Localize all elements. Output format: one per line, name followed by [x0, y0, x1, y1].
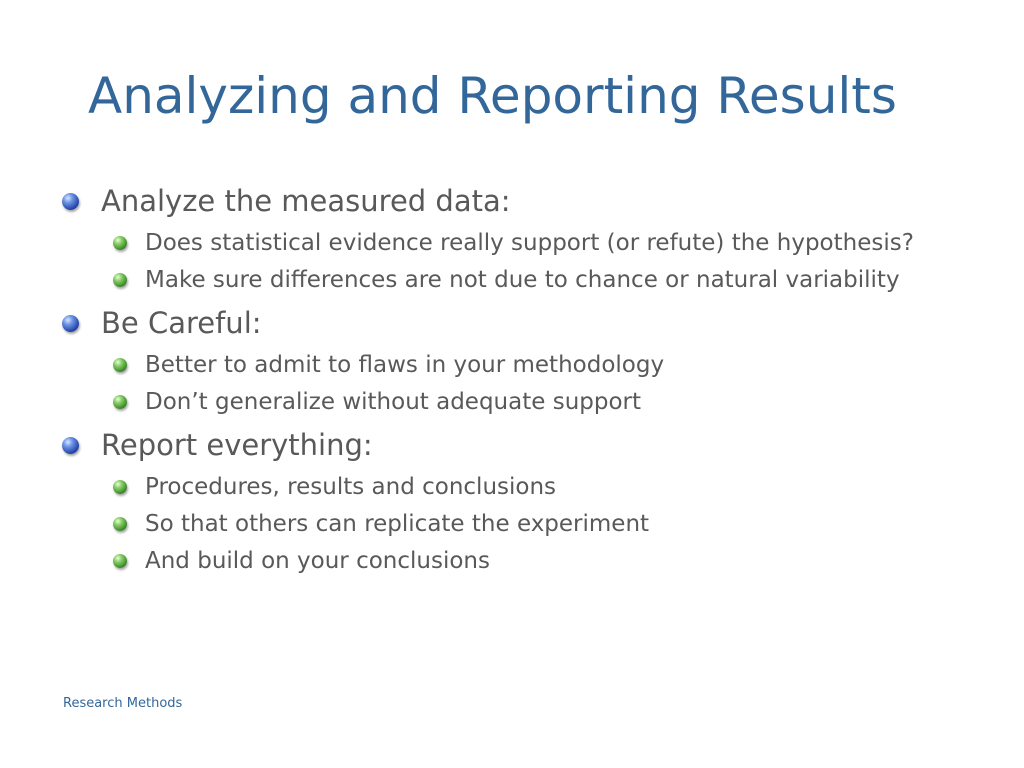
- sub-bullet-text: So that others can replicate the experiment: [145, 511, 650, 537]
- blue-bullet-icon: [62, 437, 79, 454]
- sub-bullet-text: Better to admit to flaws in your methodology: [145, 352, 665, 378]
- bullet-item-report: [60, 424, 960, 466]
- green-bullet-icon: [113, 358, 127, 372]
- bullet-item-careful: [60, 302, 960, 344]
- sub-bullet-text: And build on your conclusions: [145, 548, 490, 574]
- green-bullet-icon: [113, 517, 127, 531]
- green-bullet-icon: [113, 554, 127, 568]
- bullet-list: [60, 180, 960, 577]
- sub-bullet-text: Procedures, results and conclusions: [145, 474, 557, 500]
- sub-bullet-text: Make sure differences are not due to chance or natural variability: [145, 267, 900, 293]
- green-bullet-icon: [113, 395, 127, 409]
- slide-footer: Research Methods: [63, 696, 183, 711]
- sub-bullet-item: [60, 509, 935, 540]
- green-bullet-icon: [113, 480, 127, 494]
- blue-bullet-icon: [62, 193, 79, 210]
- green-bullet-icon: [113, 273, 127, 287]
- sub-bullet-item: [60, 546, 935, 577]
- sub-bullet-item: [60, 350, 935, 381]
- bullet-item-analyze: [60, 180, 960, 222]
- sub-bullet-item: [60, 265, 935, 296]
- sub-bullet-item: [60, 387, 935, 418]
- blue-bullet-icon: [62, 315, 79, 332]
- sub-bullet-item: [60, 228, 935, 259]
- bullet-text: Report everything:: [101, 428, 373, 462]
- sub-bullet-text: Don’t generalize without adequate support: [145, 389, 642, 415]
- green-bullet-icon: [113, 236, 127, 250]
- sub-bullet-item: [60, 472, 935, 503]
- bullet-text: Be Careful:: [101, 306, 262, 340]
- bullet-text: Analyze the measured data:: [101, 184, 511, 218]
- sub-bullet-text: Does statistical evidence really support (or refute) the hypothesis?: [145, 230, 914, 256]
- slide-title: Analyzing and Reporting Results: [88, 67, 897, 125]
